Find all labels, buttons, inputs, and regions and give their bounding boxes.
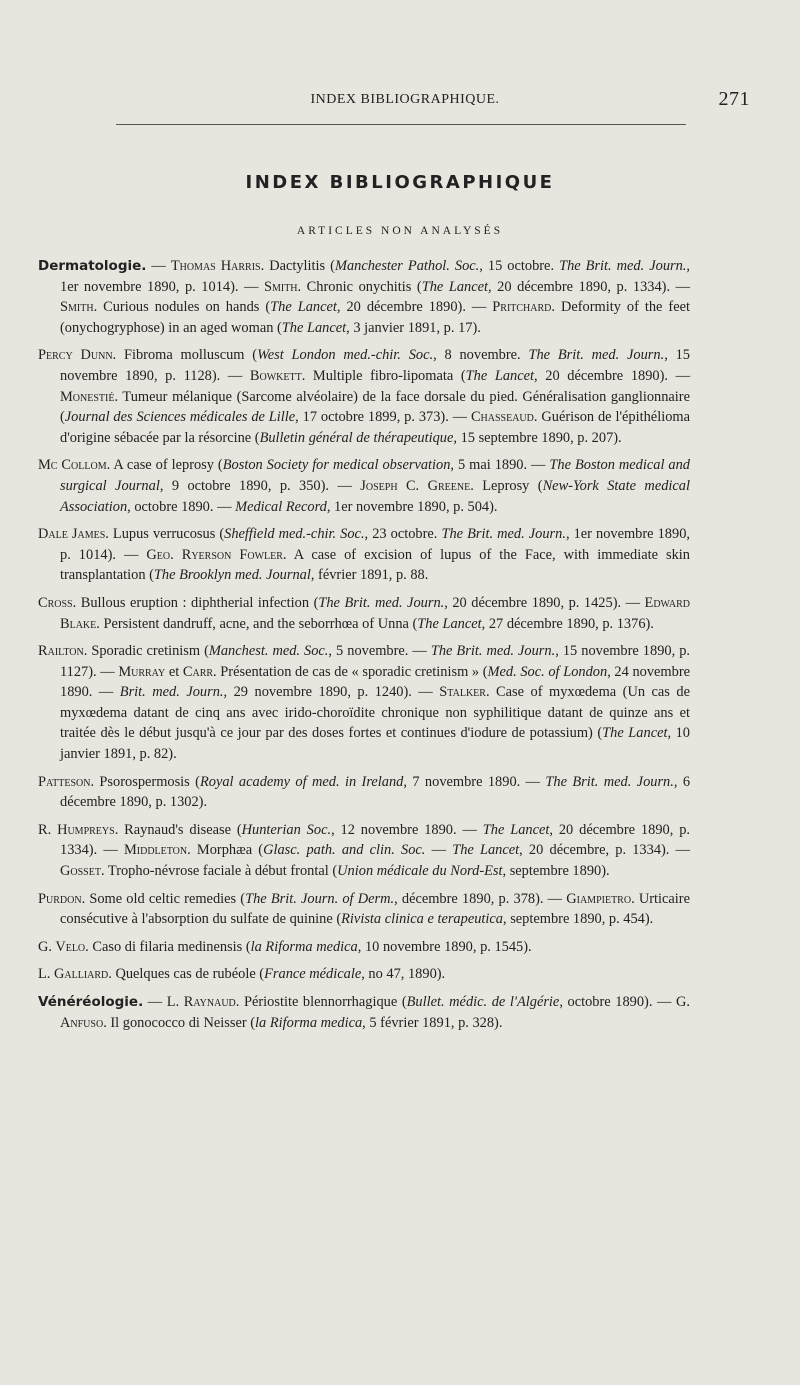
bibliography-entry: [38, 593, 690, 634]
bibliography-entry: [38, 889, 690, 930]
entry-text: . Chronic onychitis (: [297, 278, 422, 295]
entry-text: . Psorospermosis (: [90, 773, 200, 790]
entry-text: . Présentation de cas de « sporadic cretinism » (: [213, 663, 488, 680]
header-rule: [116, 124, 686, 125]
author-name: Chasseaud: [470, 409, 534, 426]
bibliography-entry: [38, 992, 690, 1033]
author-name: Mc Collom: [38, 457, 107, 474]
bibliography-entry: [38, 524, 690, 586]
entry-text: , octobre 1890. —: [127, 498, 236, 515]
entry-text: . A case of leprosy (: [106, 457, 223, 474]
entry-text: , no 47, 1890).: [361, 966, 446, 983]
entry-text: . Raynaud's disease (: [114, 821, 242, 838]
author-name: Murray: [118, 663, 166, 680]
author-name: L. Galliard: [38, 966, 109, 983]
journal-title: Medical Record: [235, 498, 327, 515]
entry-text: . Guérison de l'épithélioma d'origine sébacée par la résorcine (: [60, 409, 690, 446]
journal-title: The Lancet: [602, 725, 668, 742]
journal-title: The Lancet: [482, 821, 550, 838]
author-name: Monestié: [60, 388, 115, 405]
journal-title: Journal des Sciences médicales de Lille: [64, 409, 296, 426]
entry-text: , 20 décembre 1890, p. 1334). —: [60, 821, 690, 859]
entry-text: , 17 octobre 1899, p. 373). —: [295, 409, 471, 426]
entry-text: , 29 novembre 1890, p. 1240). —: [223, 684, 440, 701]
journal-title: Boston Society for medical observation: [222, 457, 451, 474]
entry-text: , octobre 1890). —: [559, 994, 677, 1010]
bibliography-entry: [38, 964, 690, 985]
journal-title: la Riforma medica: [255, 1014, 363, 1031]
journal-title: Med. Soc. of London: [487, 663, 608, 680]
journal-title: The Lancet: [281, 319, 347, 336]
entry-text: , 15 octobre.: [479, 258, 560, 274]
entry-text: —: [425, 842, 453, 859]
bibliography-entry: [38, 937, 690, 958]
entry-text: . Caso di filaria medinensis (: [85, 938, 251, 955]
author-name: G. Anfuso: [60, 994, 691, 1031]
page-number: 271: [718, 88, 750, 110]
entry-text: , 24 novembre 1890. —: [60, 663, 690, 701]
author-name: Pritchard: [492, 299, 552, 316]
author-name: Bowkett: [249, 367, 302, 384]
bibliography-body: [38, 256, 690, 1040]
journal-title: Glasc. path. and clin. Soc.: [263, 842, 426, 859]
entry-text: , 8 novembre.: [433, 347, 529, 364]
author-name: Stalker: [439, 684, 486, 701]
author-name: G. Velo: [38, 938, 86, 955]
entry-text: . Bullous eruption : diphtherial infection (: [72, 594, 319, 611]
entry-text: , 5 mai 1890. —: [450, 457, 550, 474]
journal-title: The Brit. med. Journ.: [545, 773, 674, 790]
entry-text: , 5 novembre. —: [328, 643, 431, 660]
entry-text: , 20 décembre 1890, p. 1425). —: [444, 594, 645, 611]
author-name: Joseph C. Greene: [360, 477, 471, 494]
entry-text: , septembre 1890, p. 454).: [503, 911, 654, 928]
journal-title: The Lancet: [421, 278, 489, 295]
journal-title: New-York State medical Association: [60, 477, 690, 515]
entry-text: . Leprosy (: [470, 477, 543, 494]
entry-text: , 9 octobre 1890, p. 350). —: [159, 477, 361, 494]
journal-title: The Brit. Journ. of Derm.: [245, 890, 395, 907]
entry-text: , 27 décembre 1890, p. 1376).: [481, 615, 654, 632]
entry-text: , 20 décembre, p. 1334). —: [519, 842, 690, 859]
journal-title: Manchester Pathol. Soc.: [334, 258, 480, 274]
author-name: Geo. Ryerson Fowler: [146, 546, 283, 563]
entry-text: , 6 décembre 1890, p. 1302).: [60, 773, 691, 811]
entry-text: , 20 décembre 1890). —: [534, 367, 691, 384]
entry-text: —: [146, 258, 171, 274]
entry-text: . Case of myxœdema (Un cas de myxœdema datant de cinq ans avec irido-choroïdite chronique non syphilitique datant de quinze ans et traitée dès le début jusqu'à ce jour par des doses fortes et continues d'iodure de potassium) (: [60, 684, 690, 742]
entry-text: , 1er novembre 1890, p. 1014). —: [60, 526, 690, 563]
entry-text: . Curious nodules on hands (: [93, 299, 271, 316]
bibliography-entry: [38, 455, 690, 517]
journal-title: Manchest. med. Soc.: [208, 643, 329, 660]
entry-text: . Tropho-névrose faciale à début frontal (: [100, 863, 338, 880]
entry-text: , 10 janvier 1891, p. 82).: [60, 725, 690, 763]
entry-text: . Dactylitis (: [260, 258, 335, 274]
entry-text: . Périostite blennorrhagique (: [235, 994, 407, 1010]
entry-text: —: [143, 994, 167, 1010]
entry-text: , 10 novembre 1890, p. 1545).: [357, 938, 532, 955]
author-name: R. Humpreys: [38, 821, 115, 838]
entry-text: . Some old celtic remedies (: [81, 890, 246, 907]
author-name: Thomas Harris: [170, 258, 261, 274]
journal-title: France médicale: [264, 966, 362, 983]
journal-title: Royal academy of med. in Ireland: [199, 773, 404, 790]
entry-text: . A case of excision of lupus of the Face, with immediate skin transplantation (: [60, 546, 690, 584]
section-title: INDEX BIBLIOGRAPHIQUE: [245, 172, 555, 193]
journal-title: Rivista clinica e terapeutica: [341, 911, 503, 928]
entry-text: . Lupus verrucosus (: [105, 526, 225, 543]
entry-text: . Morphæa (: [187, 842, 264, 859]
journal-title: la Riforma medica: [250, 938, 358, 955]
author-name: Middleton: [123, 842, 188, 859]
running-head: [60, 88, 750, 114]
entry-text: , 1er novembre 1890, p. 1014). —: [60, 258, 691, 295]
entry-text: . Quelques cas de rubéole (: [108, 966, 265, 983]
journal-title: The Brit. med. Journ.: [430, 643, 556, 660]
author-name: Carr: [182, 663, 214, 680]
section-subtitle: ARTICLES NON ANALYSÉS: [296, 225, 504, 237]
section-heading: Dermatologie.: [38, 258, 147, 274]
entry-text: . Sporadic cretinism (: [83, 643, 209, 660]
author-name: Giampietro: [566, 890, 632, 907]
journal-title: The Brit. med. Journ.: [528, 347, 665, 364]
journal-title: The Lancet: [452, 842, 520, 859]
journal-title: Hunterian Soc.: [241, 821, 332, 838]
bibliography-entry: [38, 345, 690, 448]
entry-text: , 23 octobre.: [364, 526, 442, 543]
bibliography-entry: [38, 772, 690, 813]
journal-title: Bullet. médic. de l'Algérie: [406, 994, 560, 1010]
author-name: L. Raynaud: [166, 994, 236, 1010]
author-name: Cross: [38, 594, 73, 611]
entry-text: , 15 septembre 1890, p. 207).: [453, 429, 622, 446]
entry-text: , 1er novembre 1890, p. 504).: [326, 498, 498, 515]
author-name: Smith: [263, 278, 298, 295]
entry-text: , décembre 1890, p. 378). —: [394, 890, 567, 907]
entry-text: . Fibroma molluscum (: [112, 347, 258, 364]
journal-title: The Brit. med. Journ.: [441, 526, 566, 543]
entry-text: . Multiple fibro-lipomata (: [301, 367, 466, 384]
author-name: Dale James: [38, 526, 106, 543]
running-head-title: INDEX BIBLIOGRAPHIQUE.: [310, 92, 500, 107]
entry-text: , 7 novembre 1890. —: [403, 773, 546, 790]
journal-title: The Brit. med. Journ.: [318, 594, 445, 611]
entry-text: et: [165, 663, 183, 680]
author-name: Railton: [38, 643, 84, 660]
journal-title: The Brooklyn med. Journal: [153, 567, 311, 584]
bibliography-entry: [38, 641, 690, 765]
entry-text: , 20 décembre 1890). —: [336, 299, 493, 316]
journal-title: Sheffield med.-chir. Soc.: [224, 526, 365, 543]
journal-title: The Lancet: [465, 367, 535, 384]
journal-title: The Lancet: [417, 615, 482, 632]
entry-text: , 12 novembre 1890. —: [331, 821, 483, 838]
entry-text: , 15 novembre 1890, p. 1127). —: [60, 643, 691, 680]
section-heading: Vénéréologie.: [38, 994, 144, 1010]
journal-title: The Boston medical and surgical Journal: [60, 457, 691, 494]
entry-text: . Persistent dandruff, acne, and the seborrhœa of Unna (: [96, 615, 418, 632]
author-name: Edward Blake: [60, 594, 690, 632]
journal-title: The Lancet: [270, 299, 337, 316]
entry-text: . Il gonococco di Neisser (: [103, 1014, 256, 1031]
entry-text: . Deformity of the feet (onychogryphose) in an aged woman (: [60, 299, 690, 336]
journal-title: West London med.-chir. Soc.: [257, 347, 434, 364]
journal-title: Union médicale du Nord-Est: [337, 863, 503, 880]
journal-title: The Brit. med. Journ.: [559, 258, 687, 274]
entry-text: , septembre 1890).: [502, 863, 610, 880]
entry-text: , 5 février 1891, p. 328).: [362, 1014, 503, 1031]
entry-text: . Urticaire consécutive à l'absorption du sulfate de quinine (: [60, 890, 690, 928]
entry-text: , février 1891, p. 88.: [310, 567, 429, 584]
journal-title: Brit. med. Journ.: [119, 684, 224, 701]
author-name: Patteson: [38, 773, 91, 790]
bibliography-entry: [38, 820, 690, 882]
bibliography-entry: [38, 256, 690, 338]
entry-text: , 15 novembre 1890, p. 1128). —: [60, 347, 690, 384]
entry-text: , 20 décembre 1890, p. 1334). —: [488, 278, 690, 295]
author-name: Smith: [60, 299, 94, 316]
entry-text: , 3 janvier 1891, p. 17).: [346, 319, 481, 336]
author-name: Purdon: [38, 890, 82, 907]
author-name: Percy Dunn: [38, 347, 113, 364]
author-name: Gosset: [60, 863, 101, 880]
entry-text: . Tumeur mélanique (Sarcome alvéolaire) de la face dorsale du pied. Généralisation ganglionnaire (: [60, 388, 690, 426]
journal-title: Bulletin général de thérapeutique: [259, 429, 454, 446]
